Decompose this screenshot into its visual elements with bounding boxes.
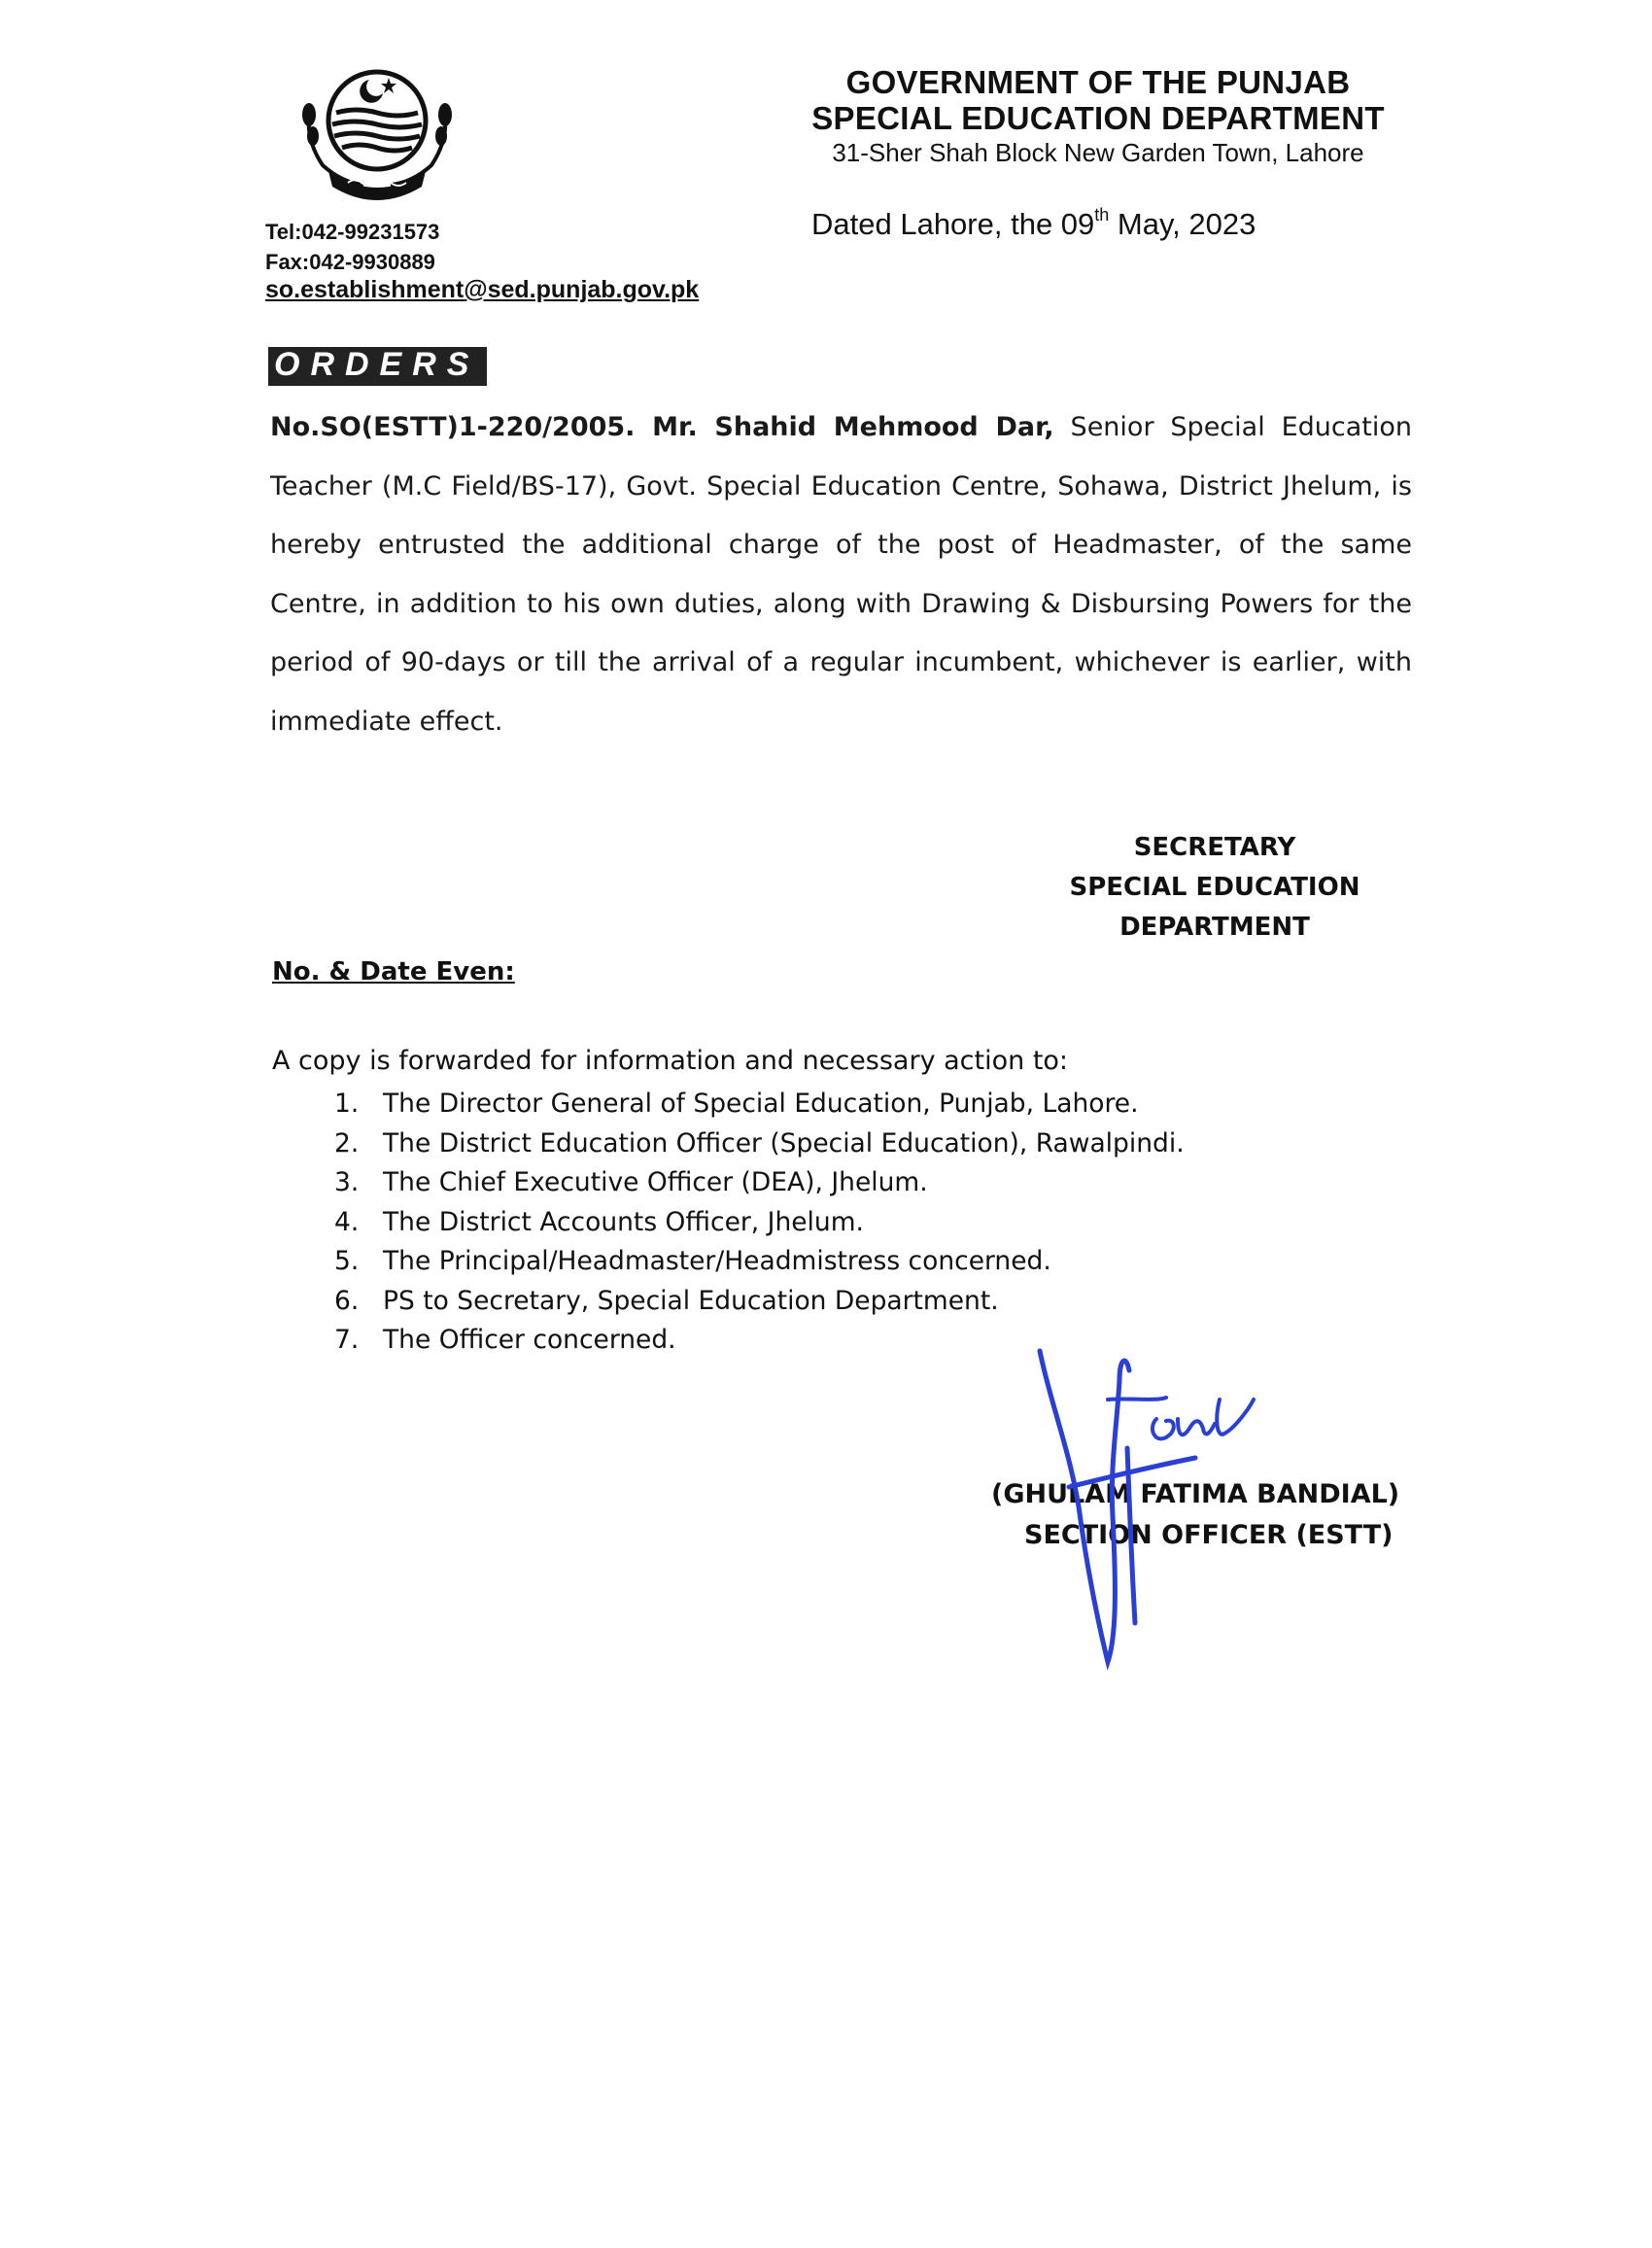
list-item (334, 1203, 1185, 1243)
handwritten-signature-icon (1011, 1341, 1263, 1672)
punjab-government-emblem-icon (274, 58, 480, 202)
signatory-name: (GHULAM FATIMA BANDIAL) (991, 1479, 1400, 1509)
dated-rest: May, 2023 (1109, 207, 1256, 241)
list-item-text: The District Education Officer (Special Education), Rawalpindi. (383, 1127, 1185, 1159)
list-item (334, 1242, 1185, 1282)
order-paragraph (270, 398, 1412, 751)
list-item (334, 1085, 1185, 1124)
letterhead-email[interactable]: so.establishment@sed.punjab.gov.pk (265, 276, 700, 303)
list-item (334, 1163, 1185, 1203)
secretary-line-1: SECRETARY (1133, 833, 1296, 862)
order-reference: No.SO(ESTT)1-220/2005. Mr. Shahid Mehmood Dar, (270, 412, 1054, 442)
list-item-text: The Principal/Headmaster/Headmistress concerned. (383, 1246, 1051, 1276)
list-item-text: The District Accounts Officer, Jhelum. (383, 1206, 864, 1237)
dated-ordinal: th (1094, 204, 1110, 225)
orders-heading: ORDERS (268, 347, 487, 386)
recipients-list (334, 1085, 1185, 1361)
list-item (334, 1124, 1185, 1164)
secretary-line-3: DEPARTMENT (1119, 913, 1310, 942)
dated-line (811, 204, 1256, 242)
list-item-text: PS to Secretary, Special Education Department. (383, 1285, 999, 1316)
list-item-text: The Director General of Special Education, Punjab, Lahore. (383, 1089, 1139, 1119)
no-date-even: No. & Date Even: (272, 957, 515, 986)
list-item-number: 5. (334, 1246, 360, 1276)
list-item-text: The Officer concerned. (383, 1325, 676, 1355)
list-item-number: 2. (334, 1127, 360, 1159)
letterhead-tel: Tel:042-99231573 (265, 220, 440, 244)
letterhead-fax: Fax:042-9930889 (265, 250, 435, 274)
list-item-number: 1. (334, 1089, 360, 1119)
list-item-number: 6. (334, 1285, 360, 1316)
forward-intro: A copy is forwarded for information and necessary action to: (272, 1046, 1069, 1076)
list-item-number: 7. (334, 1325, 360, 1355)
list-item (334, 1282, 1185, 1322)
list-item-text: The Chief Executive Officer (DEA), Jhelum. (383, 1167, 928, 1197)
list-item-number: 4. (334, 1206, 360, 1237)
dated-prefix: Dated Lahore, the 09 (811, 207, 1095, 241)
order-text: Senior Special Education Teacher (M.C Field/BS-17), Govt. Special Education Centre, Sohawa, District Jhelum, is hereby entrusted the additional charge of the post of Headmaster, of the same Centre, in addition to his own duties, along with Drawing & Disbursing Powers for the period of 90-days or till the arrival of a regular incumbent, whichever is earlier, with immediate effect. (270, 412, 1412, 737)
list-item-number: 3. (334, 1167, 360, 1197)
letterhead-address: 31-Sher Shah Block New Garden Town, Lahore (832, 138, 1364, 167)
letterhead-government: GOVERNMENT OF THE PUNJAB (845, 64, 1351, 100)
letterhead-department: SPECIAL EDUCATION DEPARTMENT (811, 100, 1385, 136)
secretary-line-2: SPECIAL EDUCATION (1069, 873, 1360, 902)
signatory-title: SECTION OFFICER (ESTT) (1024, 1520, 1394, 1550)
